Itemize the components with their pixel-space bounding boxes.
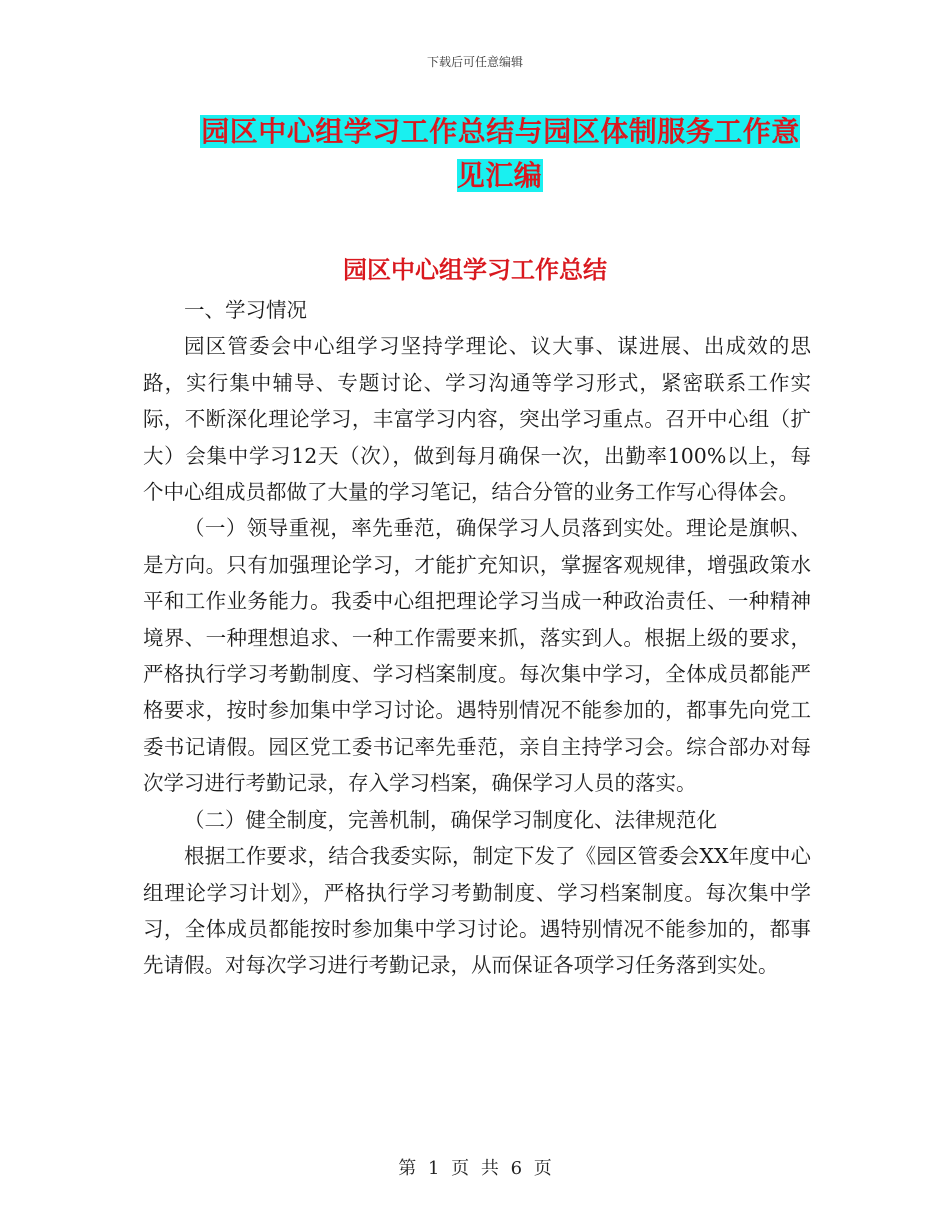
paragraph: （一）领导重视，率先垂范，确保学习人员落到实处。理论是旗帜、是方向。只有加强理论学习，才能扩充知识，掌握客观规律，增强政策水平和工作业务能力。我委中心组把理论学习当成一种政治责任、一种精神境界、一种理想追求、一种工作需要来抓，落实到人。根据上级的要求，严格执行学习考勤制度、学习档案制度。每次集中学习，全体成员都能严格要求，按时参加集中学习讨论。遇特别情况不能参加的，都事先向党工委书记请假。园区党工委书记率先垂范，亲自主持学习会。综合部办对每次学习进行考勤记录，存入学习档案，确保学习人员的落实。 bbox=[143, 516, 811, 796]
page-footer: 第 1 页 共 6 页 bbox=[398, 1158, 552, 1179]
header-note: 下载后可任意编辑 bbox=[426, 55, 523, 69]
paragraph: 园区管委会中心组学习坚持学理论、议大事、谋进展、出成效的思路，实行集中辅导、专题讨论、学习沟通等学习形式，紧密联系工作实际，不断深化理论学习，丰富学习内容，突出学习重点。召开中心组（扩大）会集中学习12天（次），做到每月确保一次，出勤率100%以上，每个中心组成员都做了大量的学习笔记，结合分管的业务工作写心得体会。 bbox=[143, 334, 811, 505]
paragraph-heading-1: 一、学习情况 bbox=[184, 298, 307, 322]
document-title-text: 园区中心组学习工作总结与园区体制服务工作意见汇编 bbox=[201, 115, 800, 192]
paragraph: 根据工作要求，结合我委实际，制定下发了《园区管委会XX年度中心组理论学习计划》，严格执行学习考勤制度、学习档案制度。每次集中学习，全体成员都能按时参加集中学习讨论。遇特别情况不能参加的，都事先请假。对每次学习进行考勤记录，从而保证各项学习任务落到实处。 bbox=[143, 844, 811, 978]
paragraph: （二）健全制度，完善机制，确保学习制度化、法律规范化 bbox=[184, 807, 717, 832]
document-title bbox=[195, 110, 805, 198]
body-text bbox=[143, 292, 811, 984]
section-title: 园区中心组学习工作总结 bbox=[343, 256, 607, 284]
